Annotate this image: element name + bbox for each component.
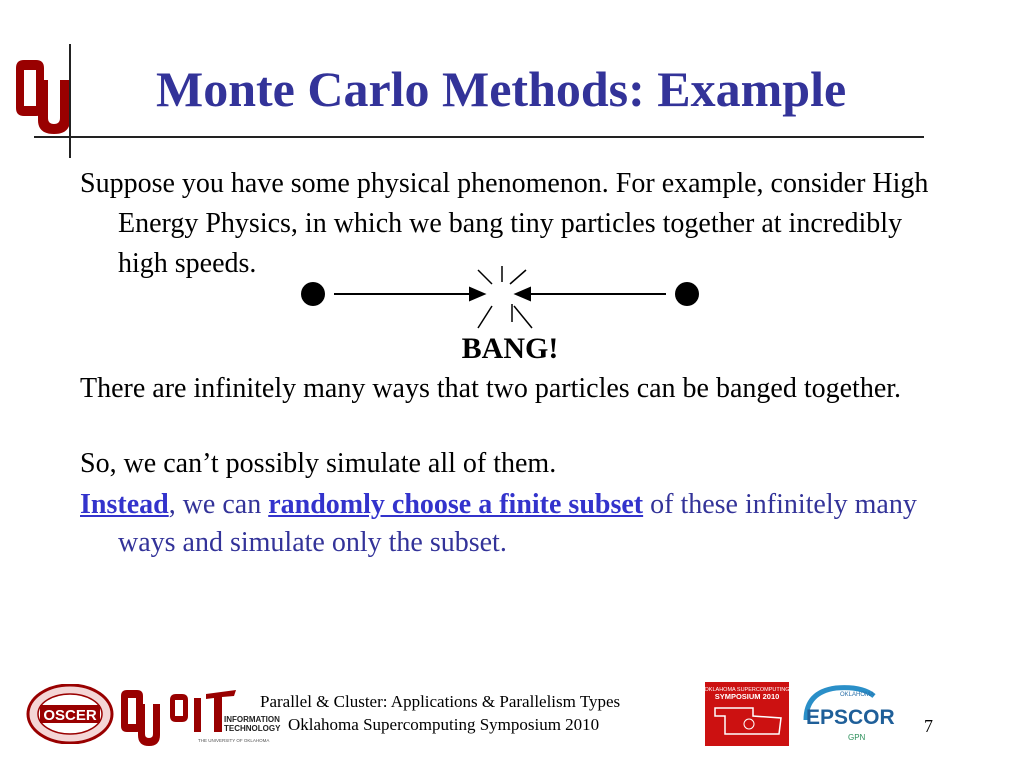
arrow-left-icon bbox=[516, 288, 666, 300]
particle-right-icon bbox=[675, 282, 699, 306]
bang-label: BANG! bbox=[461, 332, 559, 365]
slide-title: Monte Carlo Methods: Example bbox=[156, 61, 847, 117]
header-vertical-rule bbox=[69, 44, 71, 158]
symposium-top-text: OKLAHOMA SUPERCOMPUTING bbox=[705, 687, 789, 693]
footer-line-2: Oklahoma Supercomputing Symposium 2010 bbox=[288, 715, 600, 734]
ou-logo-icon bbox=[12, 58, 72, 136]
epscor-logo-icon bbox=[800, 682, 900, 746]
ou-footer-logo-icon bbox=[119, 688, 161, 748]
collision-diagram bbox=[280, 262, 720, 342]
footer-text bbox=[260, 690, 710, 736]
instead-link[interactable]: Instead bbox=[80, 489, 169, 520]
paragraph-phenomenon: Suppose you have some physical phenomenon. For example, consider High Energy Physics, in which we bang tiny particles together at incredibly high speeds. bbox=[80, 168, 929, 279]
it-technology-text: TECHNOLOGY bbox=[224, 724, 281, 733]
epscor-sub-text: GPN bbox=[848, 733, 866, 742]
it-university-text: THE UNIVERSITY OF OKLAHOMA bbox=[198, 738, 270, 743]
instead-text-1: , we can bbox=[168, 489, 269, 520]
particle-left-icon bbox=[301, 282, 325, 306]
instead-text-2: of these infinitely many ways and simulate only the subset. bbox=[118, 489, 917, 558]
epscor-text: EPSCOR bbox=[806, 706, 895, 729]
header-horizontal-rule bbox=[34, 136, 924, 138]
page-number: 7 bbox=[924, 716, 933, 736]
paragraph-infinite-ways: There are infinitely many ways that two particles can be banged together. bbox=[80, 373, 902, 404]
arrow-right-icon bbox=[334, 288, 484, 300]
paragraph-instead bbox=[80, 486, 940, 562]
footer-line-1: Parallel & Cluster: Applications & Parallelism Types bbox=[260, 692, 621, 711]
it-information-text: INFORMATION bbox=[224, 715, 280, 724]
oscer-logo-text: OSCER bbox=[43, 707, 97, 724]
symposium-logo-icon bbox=[705, 682, 789, 746]
oscer-logo-icon bbox=[26, 684, 114, 744]
random-subset-link[interactable]: randomly choose a finite subset bbox=[268, 489, 644, 520]
symposium-bottom-text: SYMPOSIUM 2010 bbox=[714, 692, 780, 701]
paragraph-cannot-simulate: So, we can’t possibly simulate all of them. bbox=[80, 448, 557, 479]
epscor-top-text: OKLAHOMA bbox=[840, 692, 875, 698]
